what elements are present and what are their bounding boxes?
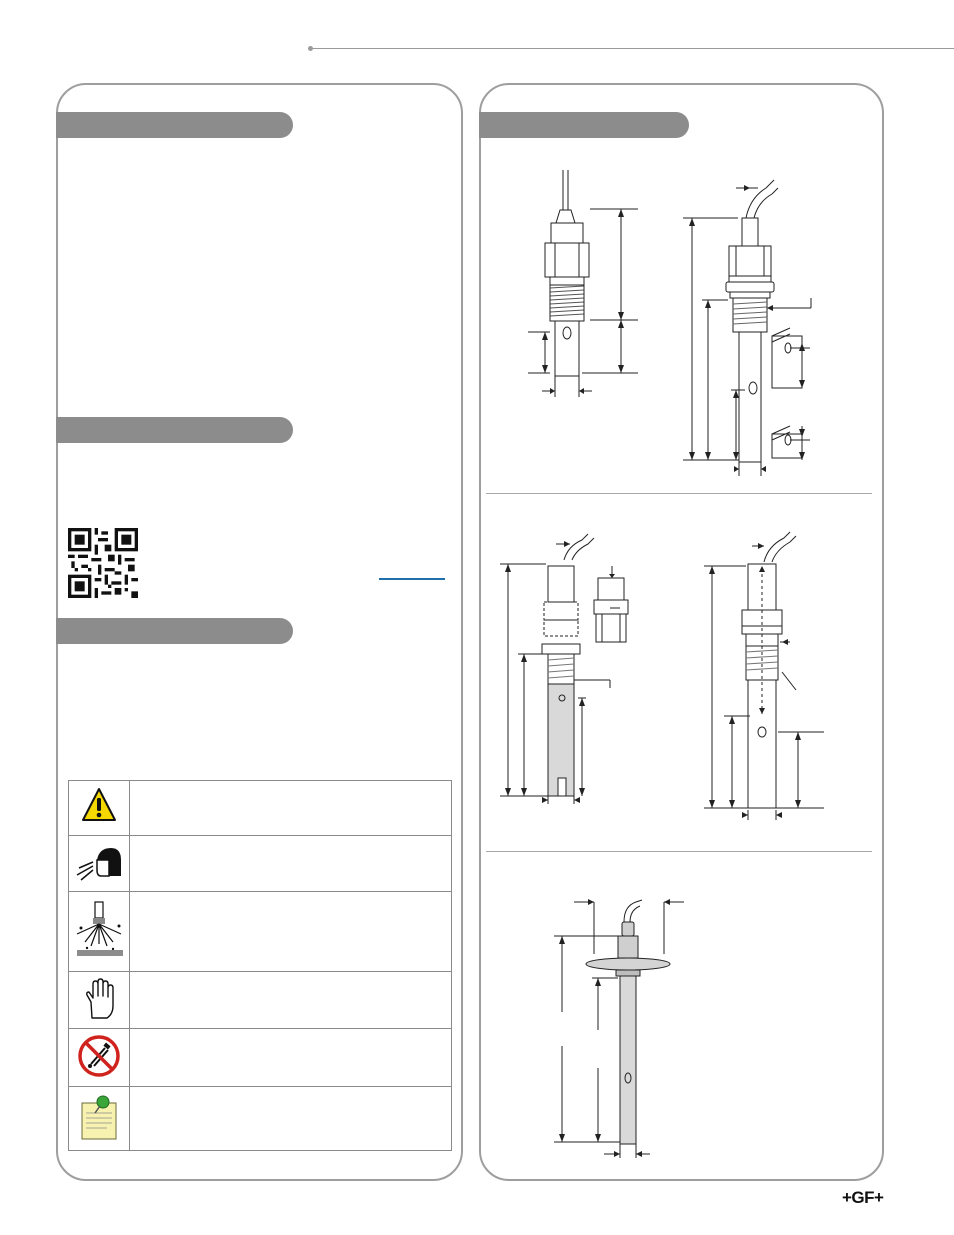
symbol-row [69, 1087, 451, 1150]
header-rule [310, 48, 954, 49]
qr-code-icon[interactable] [68, 528, 138, 598]
note-pushpin-icon [79, 1093, 121, 1143]
pressure-hazard-icon [73, 898, 127, 964]
section-bar-3 [56, 618, 293, 644]
link-underline[interactable] [379, 578, 445, 580]
no-tools-icon [77, 1034, 121, 1078]
sensor-drawing-cable [678, 168, 818, 478]
section-bar-dimensions [479, 112, 689, 138]
symbol-row [69, 972, 451, 1029]
warning-triangle-icon [81, 787, 117, 823]
safety-symbols-table [68, 780, 452, 1151]
drawing-divider [486, 851, 872, 852]
sensor-drawing-fitting [498, 530, 648, 810]
eye-protection-icon [75, 844, 125, 886]
section-bar-2 [56, 417, 293, 443]
gf-logo: +GF+ [842, 1188, 884, 1207]
sensor-drawing-sanitary [540, 890, 700, 1160]
symbol-row [69, 836, 451, 892]
symbol-row [69, 892, 451, 972]
symbol-row [69, 1029, 451, 1087]
symbol-row [69, 781, 451, 836]
glove-icon [83, 978, 117, 1022]
drawing-divider [486, 493, 872, 494]
sensor-drawing-threaded [520, 165, 650, 400]
sensor-drawing-straight [700, 530, 840, 820]
section-bar-1 [56, 112, 293, 138]
